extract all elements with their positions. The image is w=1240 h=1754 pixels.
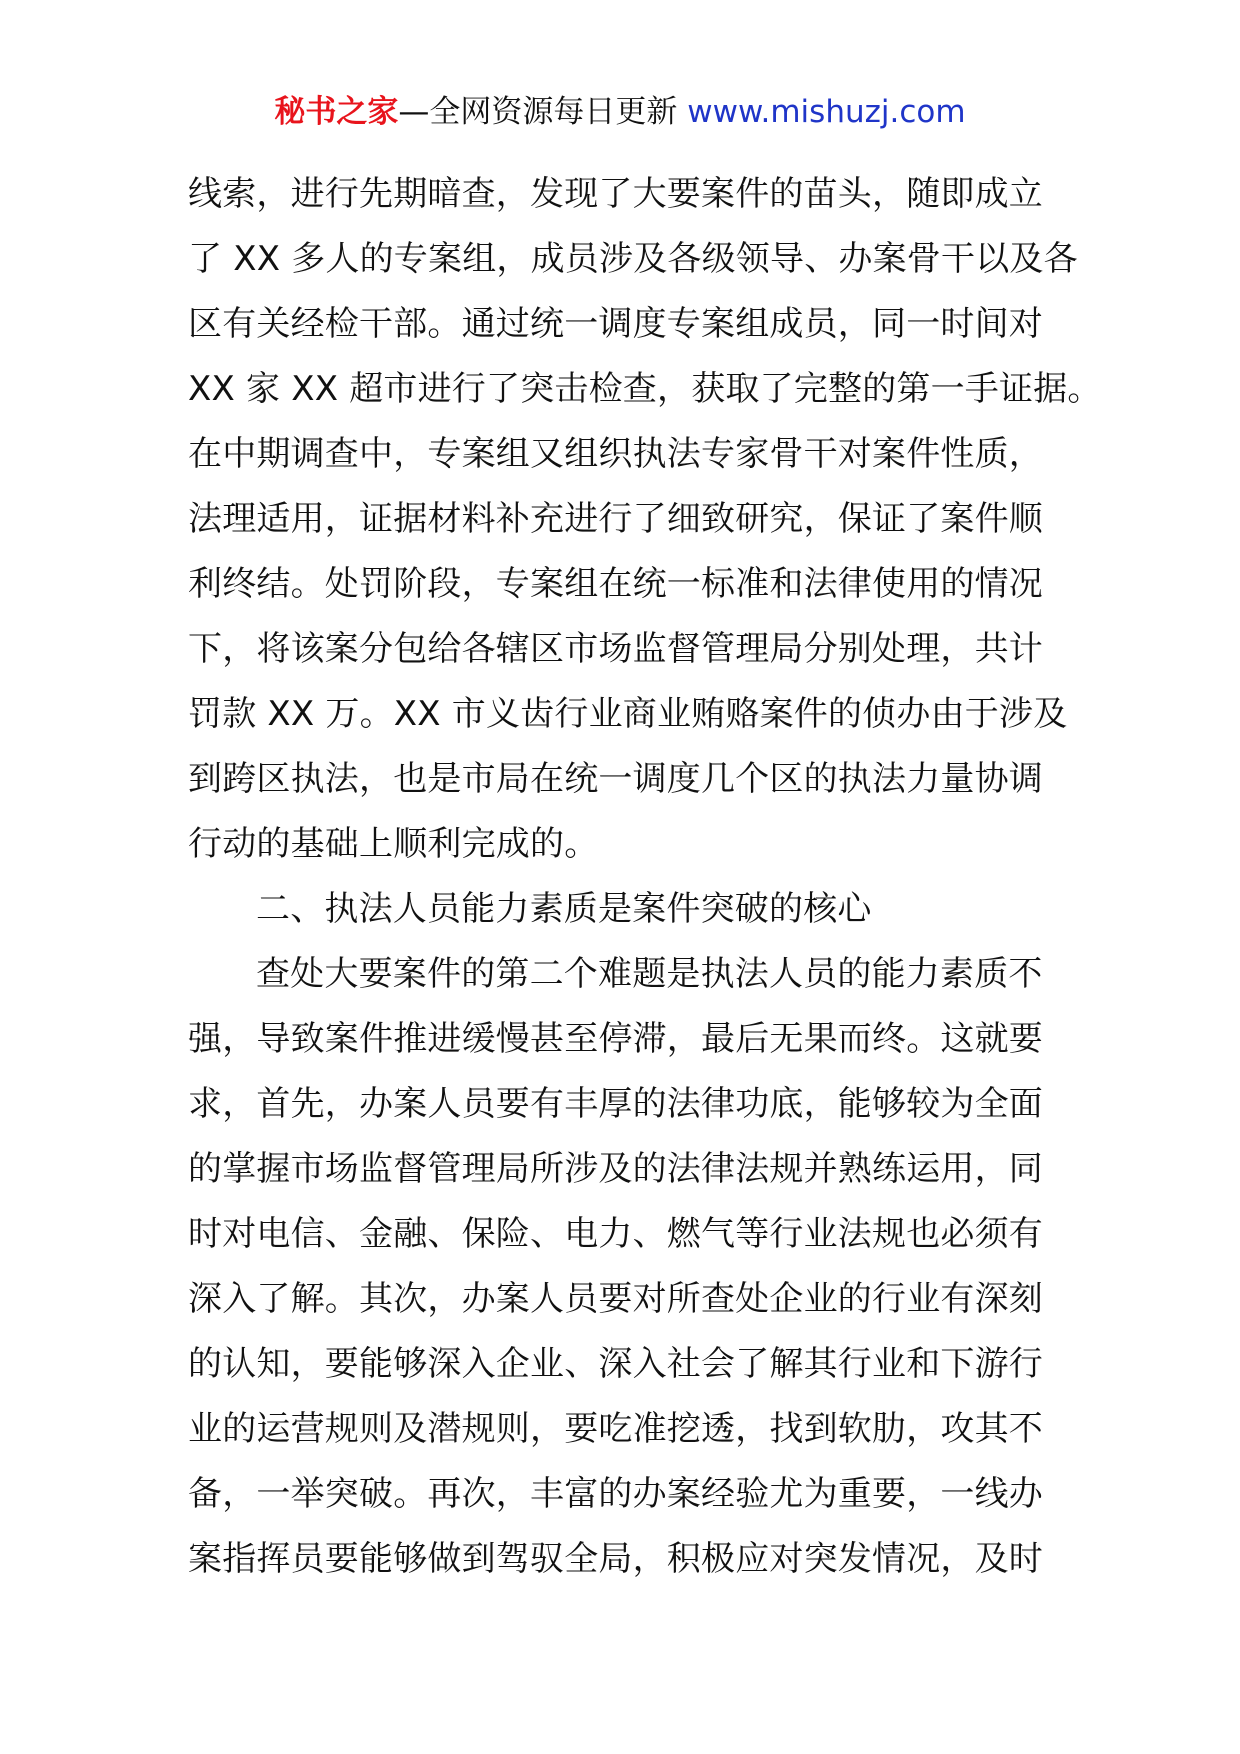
text-line: 备，一举突破。再次，丰富的办案经验尤为重要，一线办 [188,1474,1043,1514]
text-line: 的掌握市场监督管理局所涉及的法律法规并熟练运用，同 [188,1149,1043,1189]
text-line: 求，首先，办案人员要有丰厚的法律功底，能够较为全面 [188,1084,1043,1124]
text-line: 到跨区执法，也是市局在统一调度几个区的执法力量协调 [188,759,1043,799]
text-line: 了 XX 多人的专案组，成员涉及各级领导、办案骨干以及各 [188,239,1078,279]
text-line: 的认知，要能够深入企业、深入社会了解其行业和下游行 [188,1344,1043,1384]
text-line: XX 家 XX 超市进行了突击检查，获取了完整的第一手证据。 [188,369,1102,409]
text-line: 业的运营规则及潜规则，要吃准挖透，找到软肋，攻其不 [188,1409,1043,1449]
page-header [0,92,1240,132]
text-line: 法理适用，证据材料补充进行了细致研究，保证了案件顺 [188,499,1043,539]
text-line: 下，将该案分包给各辖区市场监督管理局分别处理，共计 [188,629,1043,669]
text-line: 利终结。处罚阶段，专案组在统一标准和法律使用的情况 [188,564,1043,604]
text-line: 深入了解。其次，办案人员要对所查处企业的行业有深刻 [188,1279,1043,1319]
text-line: 查处大要案件的第二个难题是执法人员的能力素质不 [256,954,1043,994]
text-line: 罚款 XX 万。XX 市义齿行业商业贿赂案件的侦办由于涉及 [188,694,1068,734]
text-line: 行动的基础上顺利完成的。 [188,824,599,864]
text-line: 案指挥员要能够做到驾驭全局，积极应对突发情况，及时 [188,1539,1043,1579]
document-body [188,162,1102,1592]
text-line: 时对电信、金融、保险、电力、燃气等行业法规也必须有 [188,1214,1043,1254]
text-line: 线索，进行先期暗查，发现了大要案件的苗头，随即成立 [188,174,1043,214]
text-line: 二、执法人员能力素质是案件突破的核心 [256,889,872,929]
text-line: 在中期调查中，专案组又组织执法专家骨干对案件性质， [188,434,1043,474]
header-tagline: —全网资源每日更新 [398,94,678,130]
header-brand: 秘书之家 [274,94,399,130]
text-line: 区有关经检干部。通过统一调度专案组成员，同一时间对 [188,304,1043,344]
header-url-link[interactable]: www.mishuzj.com [687,94,966,130]
text-line: 强，导致案件推进缓慢甚至停滞，最后无果而终。这就要 [188,1019,1043,1059]
